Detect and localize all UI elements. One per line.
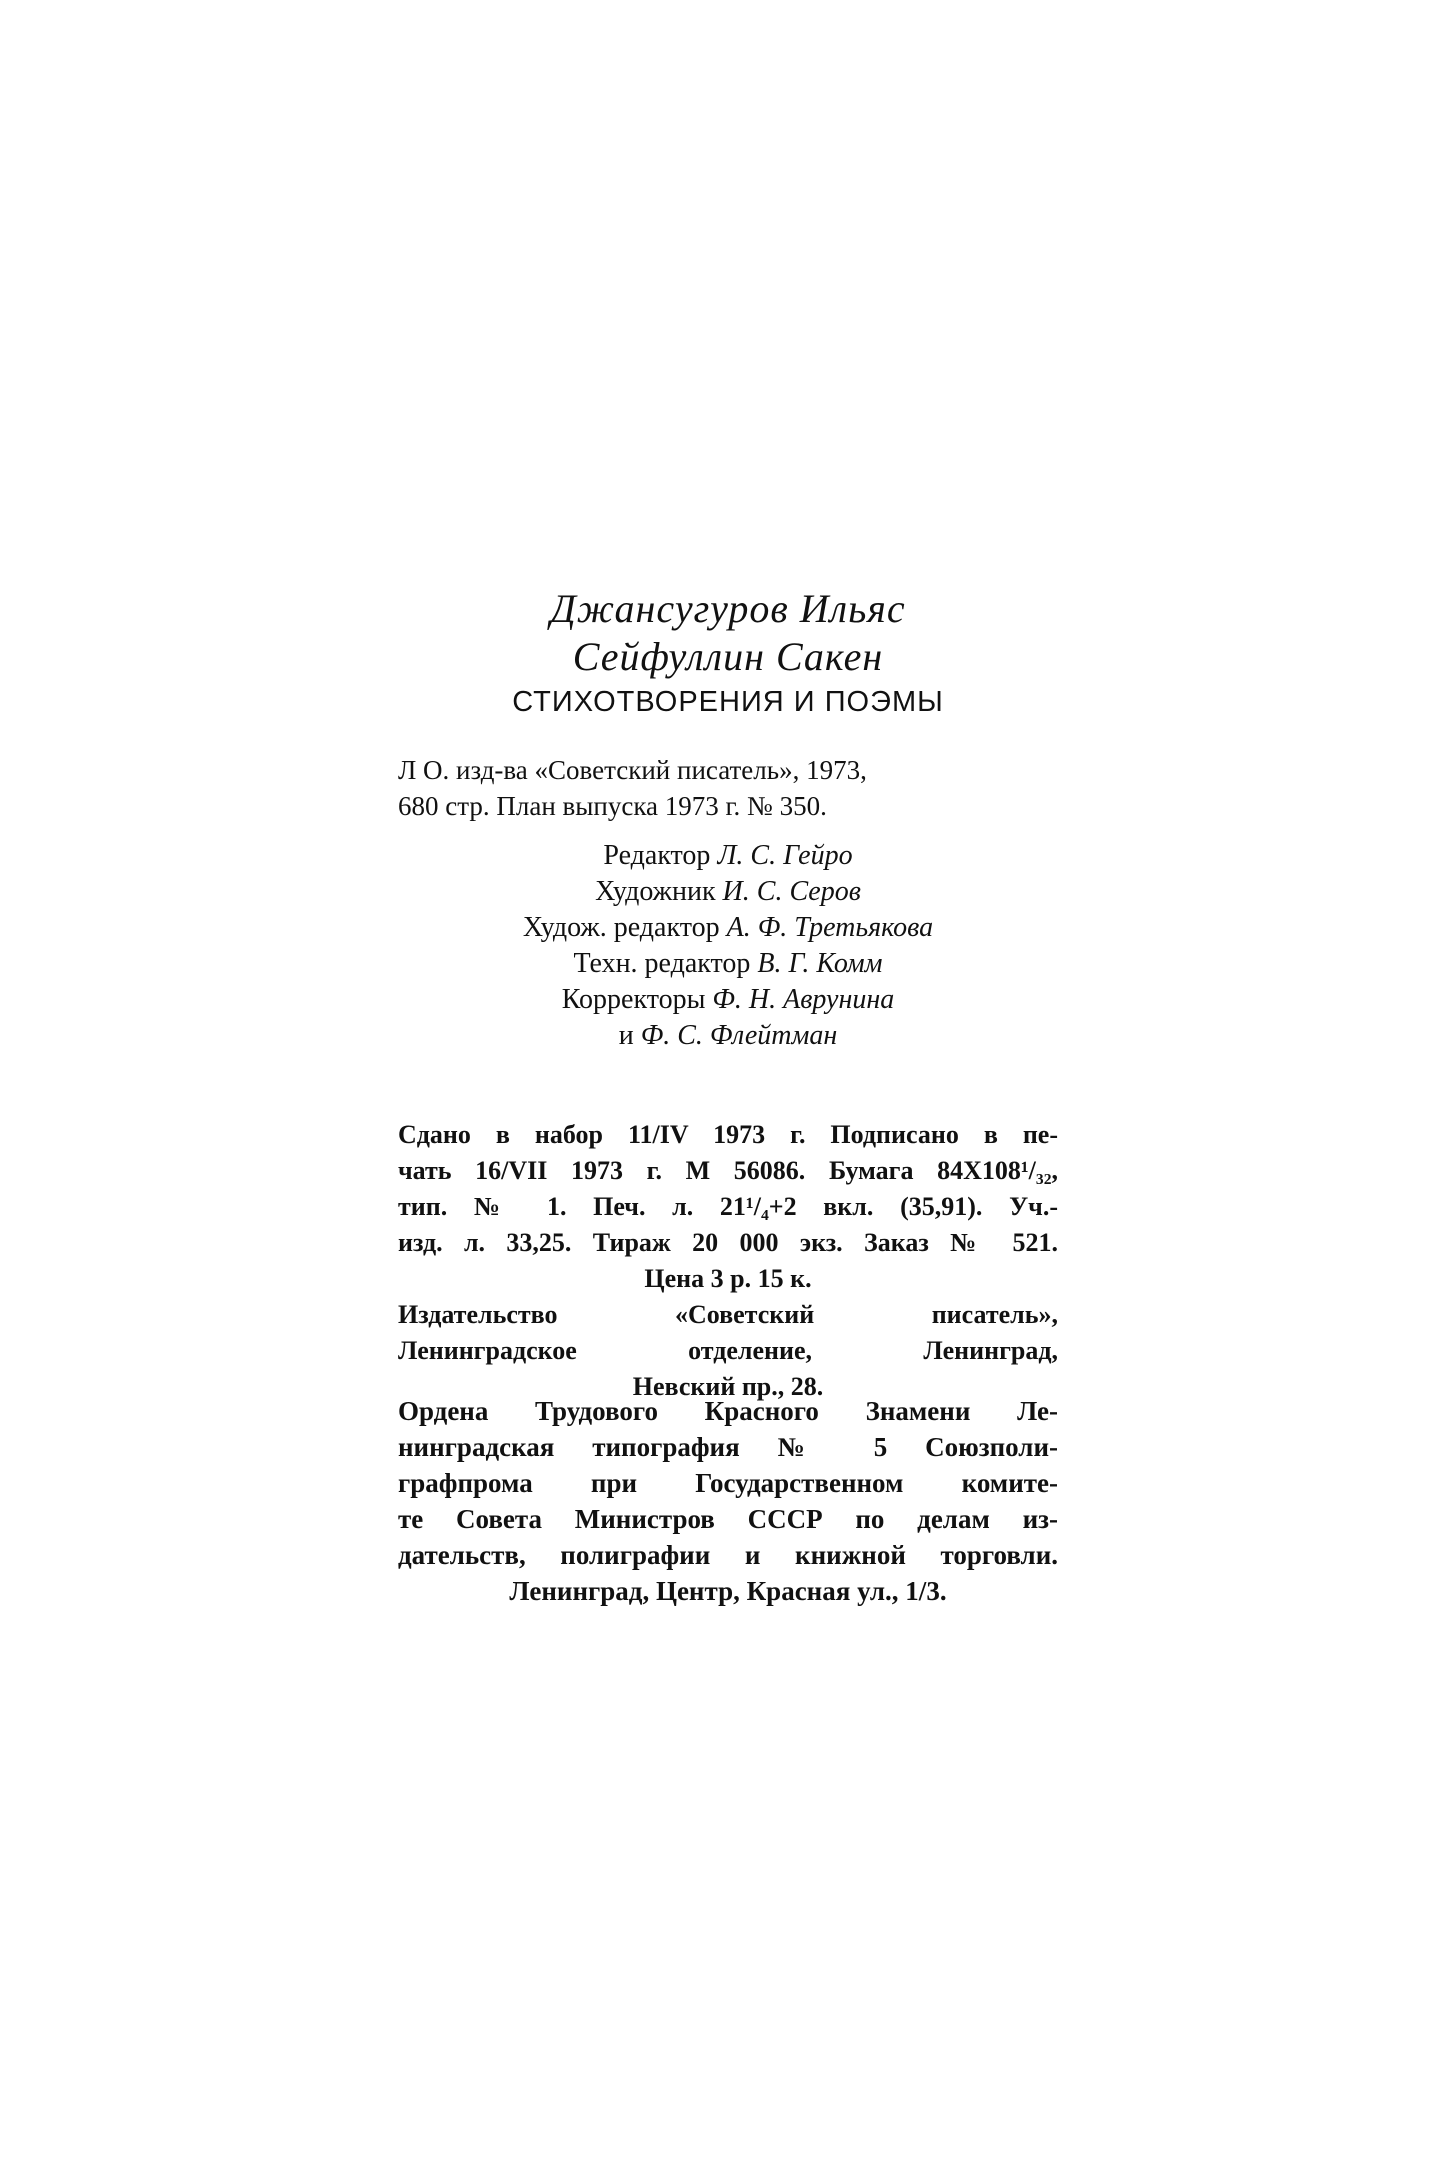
printer-info [398, 1393, 1058, 1609]
credit-name: Ф. Н. Аврунина [712, 984, 895, 1015]
author-name: Джансугуров Ильяс [550, 586, 906, 631]
credit-name: Ф. С. Флейтман [640, 1020, 838, 1051]
credit-role: Техн. редактор [573, 948, 751, 979]
credit-name: А. Ф. Третьякова [726, 912, 934, 943]
publication-line: Л О. изд-ва «Советский писатель», 1973, [398, 755, 867, 785]
credit-name: В. Г. Комм [757, 948, 883, 979]
credit-row [398, 946, 1058, 982]
book-title: СТИХОТВОРЕНИЯ И ПОЭМЫ [512, 686, 944, 718]
price-line: Цена 3 р. 15 к. [644, 1264, 812, 1293]
credit-role: Корректоры [561, 984, 706, 1015]
credits-block [398, 838, 1058, 1054]
credit-role: Художник [595, 876, 716, 907]
credit-row [398, 910, 1058, 946]
authors-block [398, 585, 1058, 681]
technical-line: чать 16/VII 1973 г. М 56086. Бумага 84X108¹/₃₂, [398, 1156, 1058, 1185]
technical-line: изд. л. 33,25. Тираж 20 000 экз. Заказ № 521. [398, 1228, 1058, 1257]
printer-line: те Совета Министров СССР по делам из- [398, 1504, 1058, 1534]
author-name: Сейфуллин Сакен [572, 634, 884, 679]
printer-address: Ленинград, Центр, Красная ул., 1/3. [509, 1576, 947, 1606]
address-line: Невский пр., 28. [632, 1372, 824, 1401]
printer-line: графпрома при Государственном комите- [398, 1468, 1058, 1498]
credit-role: и [618, 1020, 634, 1051]
credit-row [398, 838, 1058, 874]
credit-row [398, 874, 1058, 910]
publisher-line: Ленинградское отделение, Ленинград, [398, 1336, 1058, 1365]
credit-name: И. С. Серов [722, 876, 861, 907]
credit-role: Редактор [603, 840, 711, 871]
printer-line: Ордена Трудового Красного Знамени Ле- [398, 1396, 1058, 1426]
credit-row [398, 982, 1058, 1018]
publication-info [398, 752, 1058, 824]
technical-line: Сдано в набор 11/IV 1973 г. Подписано в пе- [398, 1120, 1058, 1149]
printer-line: нинградская типография № 5 Союзполи- [398, 1432, 1058, 1462]
credit-role: Худож. редактор [522, 912, 720, 943]
publication-line: 680 стр. План выпуска 1973 г. № 350. [398, 791, 827, 821]
technical-info [398, 1117, 1058, 1405]
technical-line: тип. № 1. Печ. л. 21¹/₄+2 вкл. (35,91). Уч.- [398, 1192, 1058, 1221]
credit-row [398, 1018, 1058, 1054]
printer-line: дательств, полиграфии и книжной торговли. [398, 1540, 1058, 1570]
credit-name: Л. С. Гейро [717, 840, 853, 871]
publisher-line: Издательство «Советский писатель», [398, 1300, 1058, 1329]
